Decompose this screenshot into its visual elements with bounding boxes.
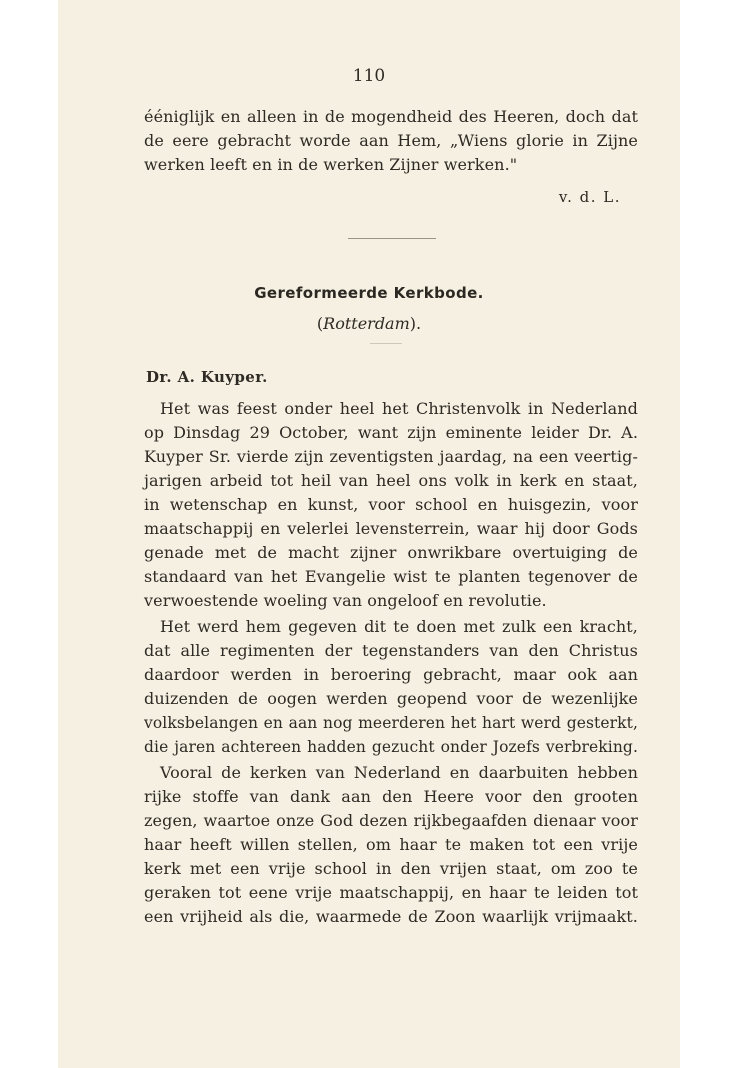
paragraph-2-line: Het werd hem gegeven dit te doen met zulk een kracht, [160,617,638,636]
intro-line: ééniglijk en alleen in de mogendheid des Heeren, doch dat [144,107,638,126]
paragraph-1-line: in wetenschap en kunst, voor school en huisgezin, voor [144,495,638,514]
paragraph-3-line: kerk met een vrije school in den vrijen staat, om zoo te [144,859,638,878]
source-close-paren: ). [409,314,422,333]
title-divider [370,343,402,344]
source-name: Rotterdam [323,314,410,333]
paragraph-3-line: haar heeft willen stellen, om haar te maken tot een vrije [144,835,638,854]
paragraph-3-line: Vooral de kerken van Nederland en daarbuiten hebben [160,763,638,782]
paragraph-2-line: die jaren achtereen hadden gezucht onder Jozefs verbreking. [144,738,638,756]
paragraph-3-line: geraken tot eene vrije maatschappij, en haar te leiden tot [144,883,638,902]
paragraph-1-line: Kuyper Sr. vierde zijn zeventigsten jaardag, na een veertig- [144,447,638,466]
page-number: 110 [352,66,386,86]
intro-line: werken leeft en in de werken Zijner werken." [144,155,518,174]
paragraph-1-line: op Dinsdag 29 October, want zijn eminente leider Dr. A. [144,423,638,442]
paragraph-3-line: zegen, waartoe onze God dezen rijkbegaafden dienaar voor [144,811,638,830]
article-title: Gereformeerde Kerkbode. [254,284,484,302]
paragraph-1-line: Het was feest onder heel het Christenvolk in Nederland [160,399,638,418]
paragraph-3-line: rijke stoffe van dank aan den Heere voor den grooten [144,787,638,806]
paragraph-3-line: een vrijheid als die, waarmede de Zoon waarlijk vrijmaakt. [144,907,638,926]
paragraph-1-line: maatschappij en velerlei levensterrein, waar hij door Gods [144,519,638,538]
article-subject: Dr. A. Kuyper. [146,368,268,386]
book-page [58,0,680,1068]
paragraph-2-line: dat alle regimenten der tegenstanders van den Christus [144,641,638,660]
paragraph-2-line: volksbelangen en aan nog meerderen het hart werd gesterkt, [144,714,638,732]
source-open-paren: ( [316,314,324,333]
signature: v. d. L. [558,188,621,206]
article-source [58,314,680,333]
paragraph-1-line: jarigen arbeid tot heil van heel ons volk in kerk en staat, [144,471,638,490]
paragraph-2-line: daardoor werden in beroering gebracht, maar ook aan [144,665,638,684]
section-divider [348,238,436,239]
paragraph-2-line: duizenden de oogen werden geopend voor de wezenlijke [144,689,638,708]
paragraph-1-line: genade met de macht zijner onwrikbare overtuiging de [144,543,638,562]
intro-line: de eere gebracht worde aan Hem, „Wiens glorie in Zijne [144,131,638,150]
paragraph-1-line: verwoestende woeling van ongeloof en revolutie. [144,591,547,610]
paragraph-1-line: standaard van het Evangelie wist te planten tegenover de [144,567,638,586]
